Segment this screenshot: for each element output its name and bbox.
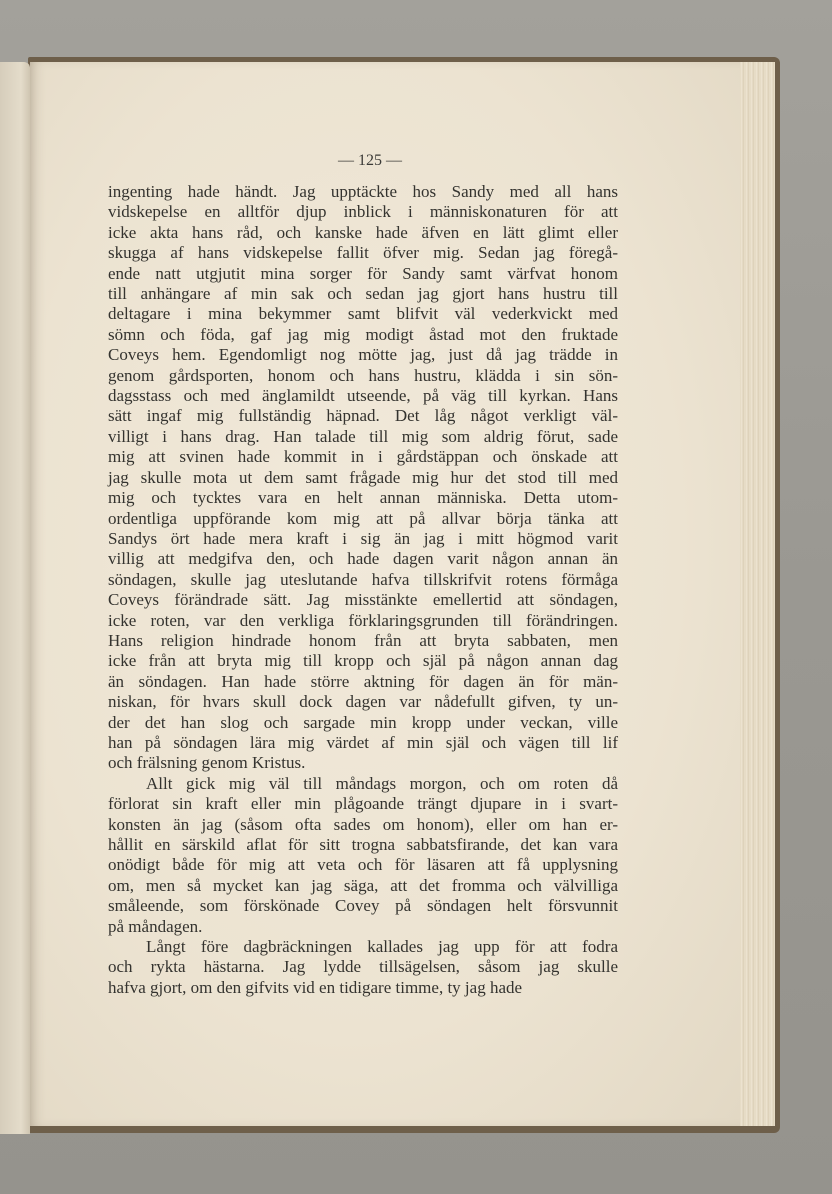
text-line: jag skulle mota ut dem samt frågade mig hur det stod till med <box>108 467 618 487</box>
text-line: och frälsning genom Kristus. <box>108 753 306 773</box>
text-line: på måndagen. <box>108 916 203 936</box>
text-line: han på söndagen lära mig värdet af min själ och vägen till lif <box>108 732 618 752</box>
text-line: småleende, som förskönade Covey på söndagen helt försvunnit <box>108 896 618 916</box>
text-line: deltagare i mina bekymmer samt blifvit väl vederkvickt med <box>108 304 618 324</box>
text-line: Coveys hem. Egendomligt nog mötte jag, just då jag trädde in <box>108 345 618 365</box>
text-line: hållit en särskild aflat för sitt trogna sabbatsfirande, det kan vara <box>108 835 618 854</box>
text-line: än söndagen. Han hade större aktning för dagen än för män- <box>108 671 618 691</box>
text-line: Hans religion hindrade honom från att bryta sabbaten, men <box>108 630 618 650</box>
text-line: icke roten, var den verkliga förklaringsgrunden till förändringen. <box>108 610 618 630</box>
text-line: icke från att bryta mig till kropp och själ på någon annan dag <box>108 651 618 671</box>
text-line: söndagen, skulle jag uteslutande hafva tillskrifvit rotens förmåga <box>108 569 618 589</box>
text-line: ende natt utgjutit mina sorger för Sandy samt värfvat honom <box>108 263 618 283</box>
text-line: om, men så mycket kan jag säga, att det fromma och välvilliga <box>108 875 618 895</box>
text-line: Sandys ört hade mera kraft i sig än jag i mitt högmod varit <box>108 528 618 548</box>
text-line: vidskepelse en alltför djup inblick i människonaturen för att <box>108 202 618 222</box>
text-line: ordentliga uppförande kom mig att på allvar börja tänka att <box>108 508 618 528</box>
text-line: genom gårdsporten, honom och hans hustru, klädda i sin sön- <box>108 365 618 385</box>
paragraph <box>108 937 618 998</box>
text-line: niskan, för hvars skull dock dagen var nådefullt gifven, ty un- <box>108 692 618 712</box>
text-line: sätt ingaf mig fullständig häpnad. Det låg något verkligt väl- <box>108 406 618 426</box>
left-page-edge <box>0 62 30 1134</box>
text-line: Långt före dagbräckningen kallades jag upp för att fodra <box>146 937 618 957</box>
text-line: och rykta hästarna. Jag lydde tillsägelsen, såsom jag skulle <box>108 957 618 977</box>
text-line: onödigt både för mig att veta och för läsaren att få upplysning <box>108 855 618 875</box>
text-line: ingenting hade händt. Jag upptäckte hos Sandy med all hans <box>108 182 618 201</box>
text-line: konsten än jag (såsom ofta sades om honom), eller om han er- <box>108 814 618 834</box>
page-number: — 125 — <box>338 152 402 169</box>
paragraph <box>108 774 618 937</box>
body-text <box>108 182 618 998</box>
text-line: till anhängare af min sak och sedan jag gjort hans hustru till <box>108 284 618 304</box>
text-line: villig att medgifva den, och hade dagen varit någon annan än <box>108 549 618 569</box>
text-line: dagsstass och med änglamildt utseende, på väg till kyrkan. Hans <box>108 386 618 406</box>
text-line: mig och tycktes vara en helt annan människa. Detta utom- <box>108 488 618 508</box>
text-line: Allt gick mig väl till måndags morgon, och om roten då <box>146 773 618 793</box>
text-line: icke akta hans råd, och kanske hade äfven en lätt glimt eller <box>108 222 618 242</box>
text-line: mig att svinen hade kommit in i gårdstäppan och önskade att <box>108 447 618 467</box>
text-line: skugga af hans vidskepelse fallit öfver mig. Sedan jag föregå- <box>108 243 618 263</box>
text-line: sömn och föda, gaf jag mig modigt åstad mot den fruktade <box>108 324 618 344</box>
text-line: hafva gjort, om den gifvits vid en tidigare timme, ty jag hade <box>108 977 523 997</box>
paragraph <box>108 182 618 774</box>
text-line: der det han slog och sargade min kropp under veckan, ville <box>108 712 618 732</box>
text-line: förlorat sin kraft eller min plågoande trängt djupare in i svart- <box>108 794 618 814</box>
text-line: Coveys förändrade sätt. Jag misstänkte emellertid att söndagen, <box>108 590 618 610</box>
text-line: villigt i hans drag. Han talade till mig som aldrig förut, sade <box>108 426 618 446</box>
page-block-edges <box>735 62 775 1126</box>
